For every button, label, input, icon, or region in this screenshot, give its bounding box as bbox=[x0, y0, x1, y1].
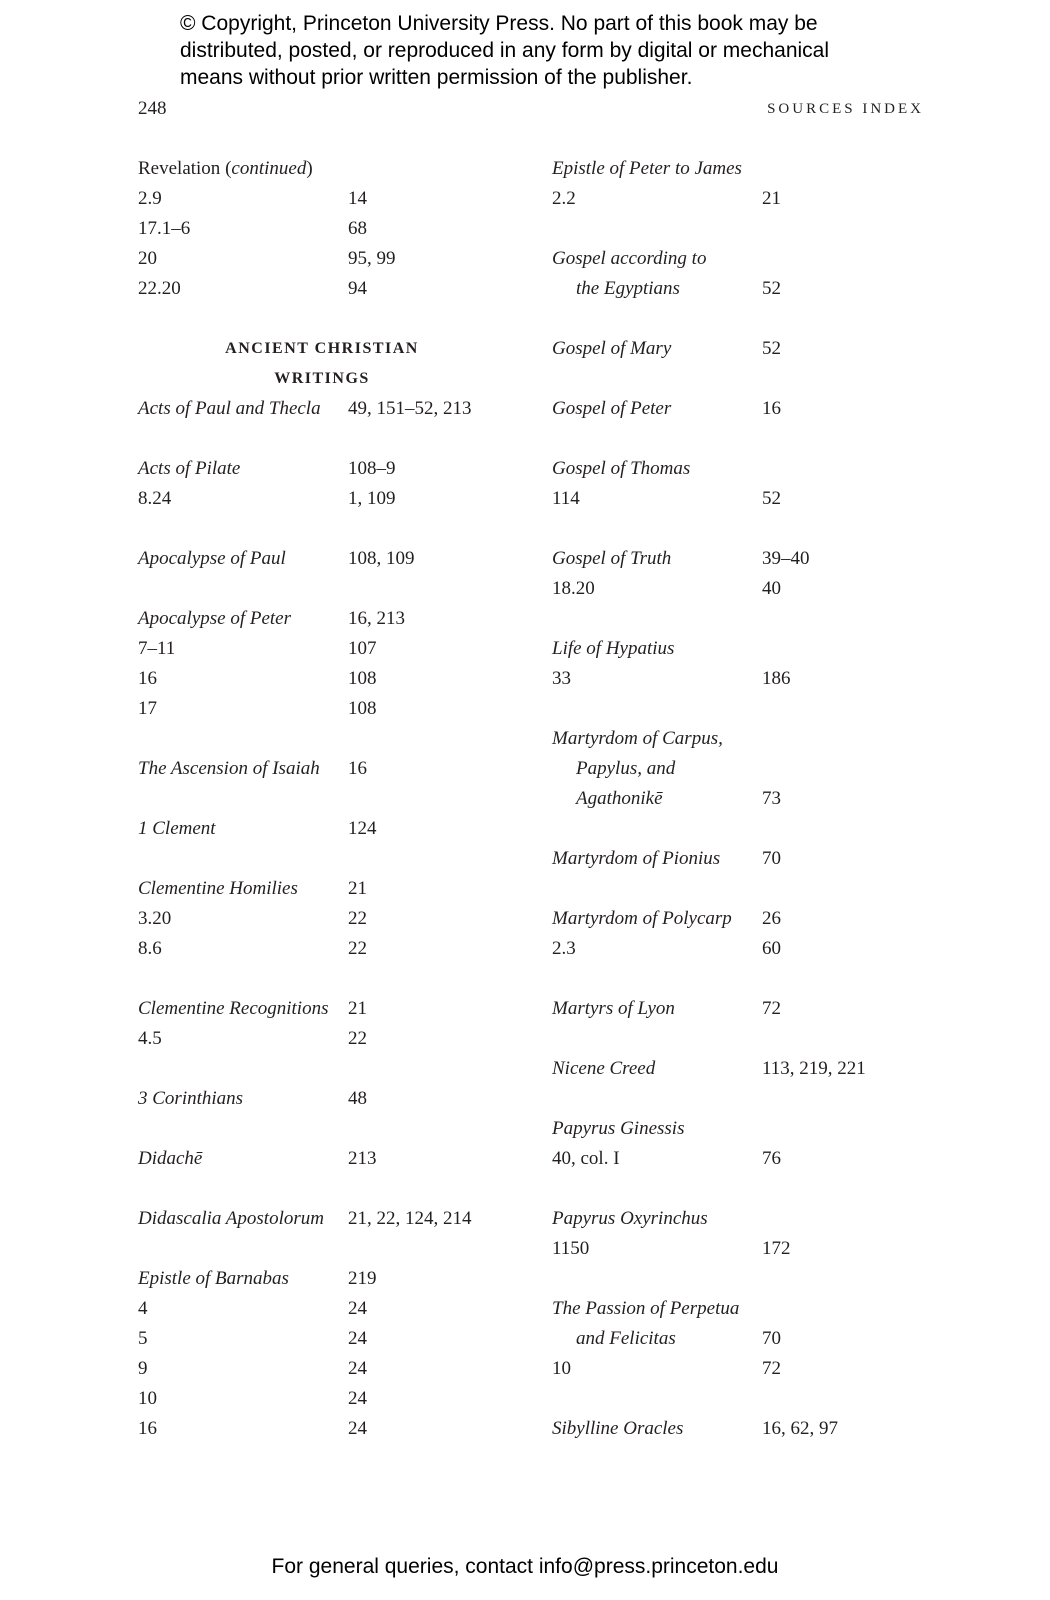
index-entry bbox=[552, 1054, 912, 1084]
index-entry bbox=[138, 814, 498, 844]
index-entry bbox=[552, 1294, 912, 1324]
page-refs: 22 bbox=[348, 938, 367, 959]
page-refs: 16 bbox=[348, 758, 367, 779]
locator: 10 bbox=[138, 1388, 157, 1409]
index-entry-continuation bbox=[552, 274, 912, 304]
entry-title: and Felicitas bbox=[576, 1328, 676, 1349]
index-subentry bbox=[552, 1144, 912, 1174]
page-refs: 60 bbox=[762, 938, 781, 959]
category-heading: ANCIENT CHRISTIAN bbox=[225, 340, 419, 357]
index-subentry bbox=[552, 1234, 912, 1264]
entry-title: Apocalypse of Paul bbox=[138, 548, 286, 569]
index-entry bbox=[552, 994, 912, 1024]
index-entry bbox=[138, 394, 498, 424]
page-refs: 108, 109 bbox=[348, 548, 415, 569]
page-refs: 70 bbox=[762, 1328, 781, 1349]
section-title: SOURCES INDEX bbox=[767, 101, 924, 117]
copyright-line: © Copyright, Princeton University Press. No part of this book may be bbox=[180, 12, 818, 35]
index-subentry bbox=[138, 934, 498, 964]
page-refs: 108–9 bbox=[348, 458, 396, 479]
locator: 16 bbox=[138, 1418, 157, 1439]
index-subentry bbox=[138, 904, 498, 934]
locator: 10 bbox=[552, 1358, 571, 1379]
index-entry bbox=[552, 724, 912, 754]
entry-title: the Egyptians bbox=[576, 278, 680, 299]
page-refs: 108 bbox=[348, 698, 377, 719]
index-entry bbox=[138, 544, 498, 574]
locator: 33 bbox=[552, 668, 571, 689]
locator: 114 bbox=[552, 488, 580, 509]
index-entry bbox=[552, 634, 912, 664]
page-refs: 172 bbox=[762, 1238, 791, 1259]
locator: 3.20 bbox=[138, 908, 172, 929]
index-subentry bbox=[552, 1354, 912, 1384]
entry-title: Gospel of Thomas bbox=[552, 458, 691, 479]
page-refs: 213 bbox=[348, 1148, 377, 1169]
locator: 2.9 bbox=[138, 188, 162, 209]
index-subentry bbox=[138, 274, 498, 304]
entry-title: Martyrdom of Polycarp bbox=[552, 908, 732, 929]
entry-title: Epistle of Barnabas bbox=[138, 1268, 289, 1289]
page-refs: 73 bbox=[762, 788, 781, 809]
category-heading: WRITINGS bbox=[274, 370, 370, 387]
page-refs: 24 bbox=[348, 1388, 367, 1409]
page-refs: 107 bbox=[348, 638, 377, 659]
page-refs: 52 bbox=[762, 278, 781, 299]
page-refs: 72 bbox=[762, 998, 781, 1019]
index-entry bbox=[138, 1144, 498, 1174]
page-refs: 1, 109 bbox=[348, 488, 396, 509]
index-entry bbox=[552, 1414, 912, 1444]
entry-title: Acts of Paul and Thecla bbox=[138, 398, 321, 419]
entry-title: 1 Clement bbox=[138, 818, 216, 839]
locator: 20 bbox=[138, 248, 157, 269]
page-number: 248 bbox=[138, 98, 167, 119]
entry-title: Gospel according to bbox=[552, 248, 707, 269]
index-entry bbox=[552, 334, 912, 364]
entry-title: Life of Hypatius bbox=[552, 638, 675, 659]
index-subentry bbox=[552, 664, 912, 694]
index-entry bbox=[552, 1204, 912, 1234]
entry-title: Gospel of Peter bbox=[552, 398, 672, 419]
page-refs: 21 bbox=[348, 998, 367, 1019]
index-entry bbox=[552, 844, 912, 874]
entry-title: Revelation bbox=[138, 158, 226, 179]
locator: 22.20 bbox=[138, 278, 181, 299]
index-column-left bbox=[138, 154, 498, 1444]
index-subentry bbox=[552, 184, 912, 214]
index-entry bbox=[138, 1264, 498, 1294]
entry-title: Martyrdom of Pionius bbox=[552, 848, 721, 869]
continued-label: continued bbox=[231, 158, 307, 179]
index-column-right bbox=[552, 154, 912, 1444]
index-subentry bbox=[138, 1294, 498, 1324]
locator: 4 bbox=[138, 1298, 148, 1319]
page-refs: 95, 99 bbox=[348, 248, 396, 269]
locator: 18.20 bbox=[552, 578, 595, 599]
index-subentry bbox=[138, 1384, 498, 1414]
entry-title: Gospel of Mary bbox=[552, 338, 672, 359]
index-entry bbox=[552, 1114, 912, 1144]
entry-title: Martyrdom of Carpus, bbox=[552, 728, 723, 749]
page-refs: 124 bbox=[348, 818, 377, 839]
page-refs: 24 bbox=[348, 1358, 367, 1379]
locator: 17 bbox=[138, 698, 157, 719]
locator: 5 bbox=[138, 1328, 148, 1349]
index-entry-continuation bbox=[552, 784, 912, 814]
index-subentry bbox=[552, 484, 912, 514]
page-refs: 16, 213 bbox=[348, 608, 405, 629]
page-refs: 22 bbox=[348, 908, 367, 929]
entry-title: Acts of Pilate bbox=[138, 458, 241, 479]
index-entry bbox=[138, 454, 498, 484]
entry-title: 3 Corinthians bbox=[138, 1088, 244, 1109]
index-subentry bbox=[552, 574, 912, 604]
index-subentry bbox=[138, 1024, 498, 1054]
index-entry-heading: Revelation (continued) bbox=[138, 158, 313, 179]
page-refs: 52 bbox=[762, 338, 781, 359]
index-entry bbox=[138, 994, 498, 1024]
page-refs: 186 bbox=[762, 668, 791, 689]
entry-title: Didascalia Apostolorum bbox=[138, 1208, 324, 1229]
entry-title: Didachē bbox=[138, 1148, 203, 1169]
index-entry bbox=[552, 904, 912, 934]
index-entry bbox=[552, 454, 912, 484]
locator: 16 bbox=[138, 668, 157, 689]
index-entry bbox=[138, 1204, 498, 1234]
page-refs: 108 bbox=[348, 668, 377, 689]
index-entry bbox=[552, 544, 912, 574]
index-subentry bbox=[138, 214, 498, 244]
locator: 4.5 bbox=[138, 1028, 162, 1049]
page-refs: 40 bbox=[762, 578, 781, 599]
page-refs: 72 bbox=[762, 1358, 781, 1379]
index-subentry bbox=[138, 244, 498, 274]
page-refs: 16 bbox=[762, 398, 781, 419]
index-subentry bbox=[138, 634, 498, 664]
page-refs: 16, 62, 97 bbox=[762, 1418, 838, 1439]
index-subentry bbox=[138, 1414, 498, 1444]
page-refs: 26 bbox=[762, 908, 781, 929]
entry-title: Papylus, and bbox=[576, 758, 676, 779]
index-entry bbox=[552, 244, 912, 274]
copyright-notice bbox=[180, 10, 900, 91]
page-refs: 70 bbox=[762, 848, 781, 869]
entry-title: The Ascension of Isaiah bbox=[138, 758, 320, 779]
index-entry bbox=[138, 874, 498, 904]
entry-title: Papyrus Ginessis bbox=[552, 1118, 685, 1139]
entry-title: Agathonikē bbox=[576, 788, 663, 809]
page-refs: 14 bbox=[348, 188, 367, 209]
index-entry bbox=[138, 754, 498, 784]
locator: 17.1–6 bbox=[138, 218, 191, 239]
index-entry-continuation bbox=[552, 754, 912, 784]
page-refs: 24 bbox=[348, 1328, 367, 1349]
index-entry bbox=[552, 154, 912, 184]
entry-title: Clementine Recognitions bbox=[138, 998, 329, 1019]
entry-title: Apocalypse of Peter bbox=[138, 608, 292, 629]
locator: 1150 bbox=[552, 1238, 590, 1259]
locator: 9 bbox=[138, 1358, 148, 1379]
locator: 7–11 bbox=[138, 638, 176, 659]
entry-title: Gospel of Truth bbox=[552, 548, 672, 569]
entry-title: Epistle of Peter to James bbox=[552, 158, 742, 179]
locator: 40, col. I bbox=[552, 1148, 620, 1169]
page-refs: 21, 22, 124, 214 bbox=[348, 1208, 472, 1229]
page-refs: 24 bbox=[348, 1298, 367, 1319]
page-refs: 76 bbox=[762, 1148, 781, 1169]
entry-title: Nicene Creed bbox=[552, 1058, 656, 1079]
index-subentry bbox=[138, 694, 498, 724]
index-subentry bbox=[552, 934, 912, 964]
index-subentry bbox=[138, 1324, 498, 1354]
entry-title: Martyrs of Lyon bbox=[552, 998, 675, 1019]
page-refs: 39–40 bbox=[762, 548, 810, 569]
index-entry bbox=[138, 1084, 498, 1114]
page-refs: 22 bbox=[348, 1028, 367, 1049]
page-refs: 113, 219, 221 bbox=[762, 1058, 866, 1079]
page-refs: 219 bbox=[348, 1268, 377, 1289]
entry-title: Clementine Homilies bbox=[138, 878, 298, 899]
locator: 8.6 bbox=[138, 938, 162, 959]
page-refs: 21 bbox=[348, 878, 367, 899]
page-refs: 24 bbox=[348, 1418, 367, 1439]
copyright-line: means without prior written permission of the publisher. bbox=[180, 66, 693, 89]
entry-title: The Passion of Perpetua bbox=[552, 1298, 740, 1319]
footer-contact: For general queries, contact info@press.princeton.edu bbox=[271, 1555, 779, 1578]
index-entry-continuation bbox=[552, 1324, 912, 1354]
copyright-line: distributed, posted, or reproduced in any form by digital or mechanical bbox=[180, 39, 830, 62]
locator: 8.24 bbox=[138, 488, 172, 509]
index-entry bbox=[552, 394, 912, 424]
page-refs: 68 bbox=[348, 218, 367, 239]
page-refs: 48 bbox=[348, 1088, 367, 1109]
page-refs: 52 bbox=[762, 488, 781, 509]
index-subentry bbox=[138, 484, 498, 514]
index-entry bbox=[138, 604, 498, 634]
index-subentry bbox=[138, 1354, 498, 1384]
page-refs: 94 bbox=[348, 278, 367, 299]
locator: 2.2 bbox=[552, 188, 576, 209]
page-refs: 21 bbox=[762, 188, 781, 209]
entry-title: Sibylline Oracles bbox=[552, 1418, 684, 1439]
locator: 2.3 bbox=[552, 938, 576, 959]
entry-title: Papyrus Oxyrinchus bbox=[552, 1208, 708, 1229]
page-refs: 49, 151–52, 213 bbox=[348, 398, 472, 419]
index-subentry bbox=[138, 664, 498, 694]
index-subentry bbox=[138, 184, 498, 214]
